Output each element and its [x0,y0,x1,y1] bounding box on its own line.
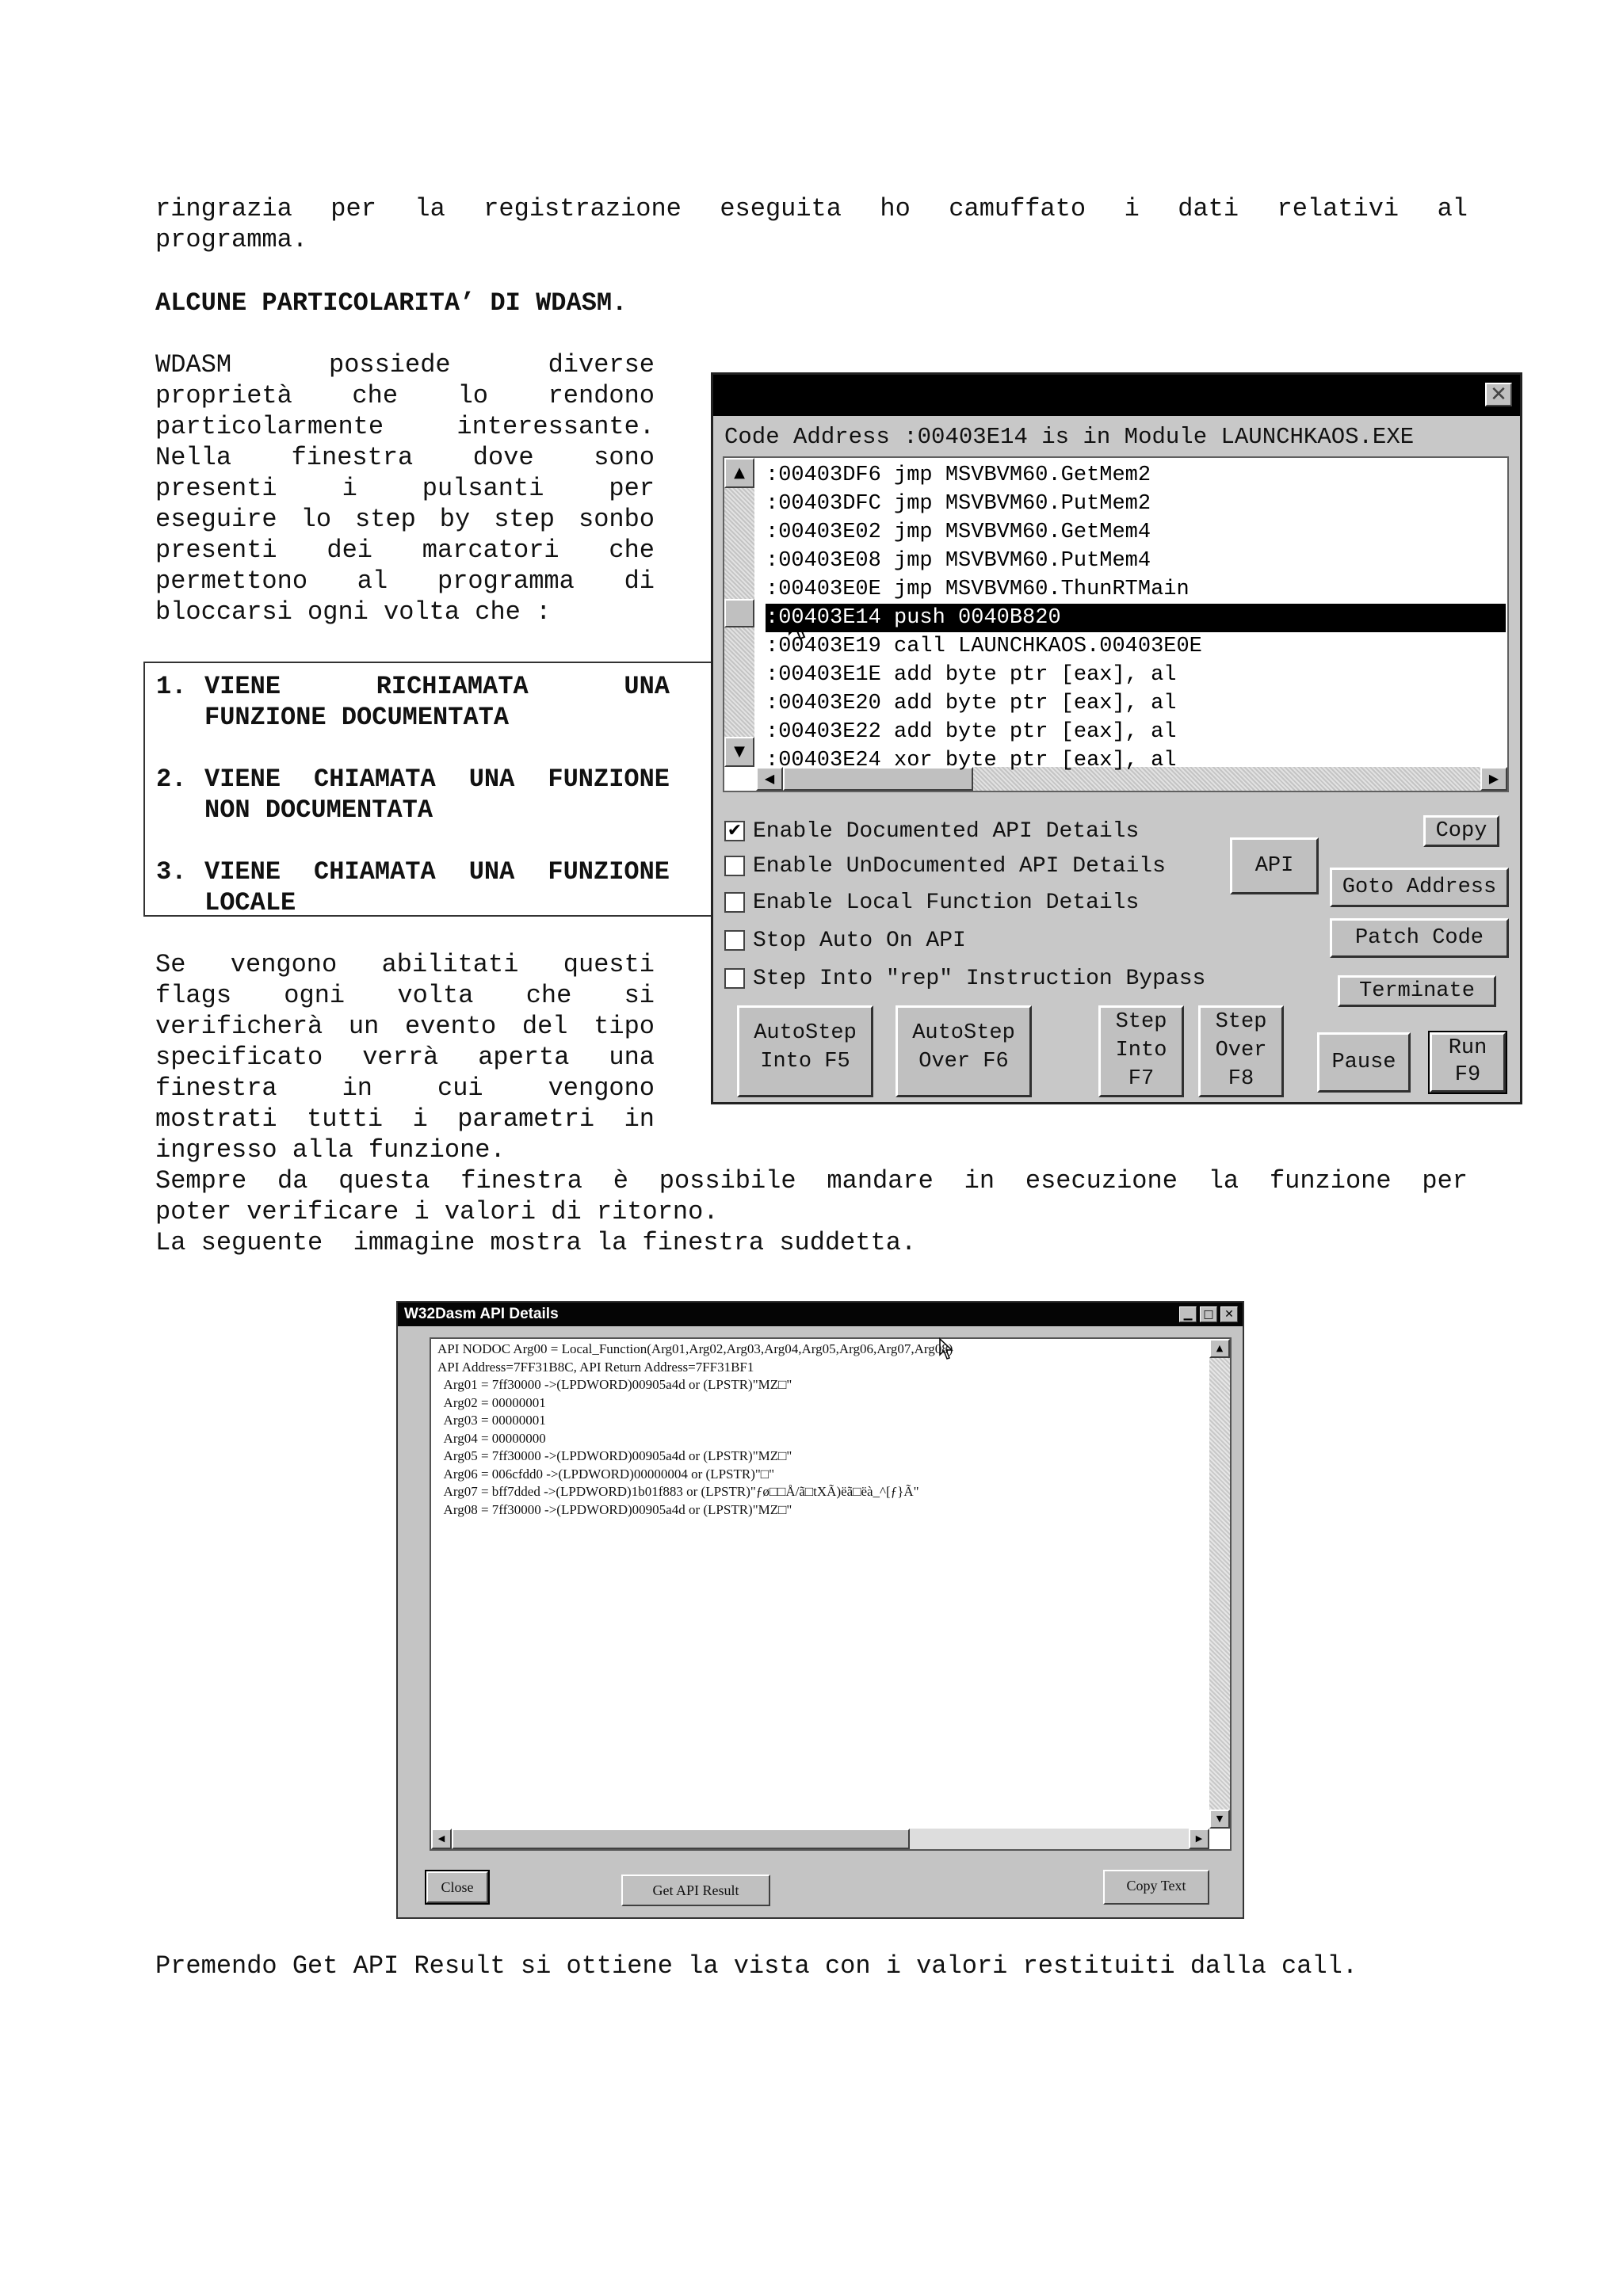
disassembly-line[interactable]: :00403E19 call LAUNCHKAOS.00403E0E [766,635,1202,658]
api-horizontal-scrollbar[interactable] [431,1829,1209,1849]
para1-line: bloccarsi ogni volta che : [155,597,552,627]
close-icon[interactable]: ✕ [1220,1306,1238,1322]
list-item-line: LOCALE [204,888,296,917]
para2-line: Se vengono abilitati questi [155,950,655,979]
list-item-line: VIENE RICHIAMATA UNA [204,672,670,701]
terminate-button[interactable]: Terminate [1338,975,1496,1007]
disassembly-line[interactable]: :00403E14 push 0040B820 [766,604,1506,632]
disassembly-listbox[interactable] [723,456,1509,792]
debugger-titlebar [713,375,1520,416]
get-api-result-button[interactable]: Get API Result [621,1875,770,1906]
maximize-icon[interactable]: □ [1200,1306,1217,1322]
scroll-down-icon[interactable]: ▼ [724,737,754,767]
api-detail-line: API Address=7FF31B8C, API Return Address=7FF31BF1 [437,1359,754,1375]
para1-line: WDASM possiede diverse [155,350,655,379]
code-address-label: Code Address :00403E14 is in Module LAUNCHKAOS.EXE [724,424,1415,450]
disassembly-line[interactable]: :00403DF6 jmp MSVBVM60.GetMem2 [766,463,1151,487]
intro-line-2: programma. [155,225,308,254]
option-checkbox[interactable] [724,928,966,955]
option-checkbox[interactable] [724,818,1139,845]
scroll-left-icon[interactable]: ◀ [431,1829,452,1849]
close-icon[interactable]: ✕ [1485,383,1512,406]
autostep-over-button[interactable]: AutoStep Over F6 [896,1005,1032,1097]
disassembly-line[interactable]: :00403E24 xor byte ptr [eax], al [766,749,1177,772]
api-detail-line: API NODOC Arg00 = Local_Function(Arg01,Arg02,Arg03,Arg04,Arg05,Arg06,Arg07,Arg08) [437,1341,953,1356]
checkbox-icon[interactable] [724,930,745,951]
para1-line: permettono al programma di [155,566,655,596]
scroll-down-icon[interactable]: ▼ [1209,1810,1230,1829]
checkbox-label: Enable Documented API Details [753,819,1140,844]
autostep-into-button[interactable]: AutoStep Into F5 [737,1005,873,1097]
scroll-up-icon[interactable]: ▲ [1209,1339,1230,1358]
list-item-line: NON DOCUMENTATA [204,795,433,825]
vertical-scrollbar[interactable] [724,458,754,767]
api-detail-line: Arg06 = 006cfdd0 ->(LPDWORD)00000004 or (LPSTR)"□" [437,1466,775,1482]
para2-line: specificato verrà aperta una [155,1043,655,1072]
paragraph-return-values [155,1165,1468,1258]
scroll-thumb[interactable] [724,599,754,627]
checkbox-icon[interactable] [724,856,745,876]
disassembly-line[interactable]: :00403E20 add byte ptr [eax], al [766,692,1177,715]
list-item-text [204,764,670,826]
list-item-number: 3. [156,857,187,887]
api-vertical-scrollbar[interactable] [1209,1339,1230,1829]
hscroll-thumb[interactable] [452,1829,910,1849]
para1-line: proprietà che lo rendono [155,381,655,410]
disassembly-line[interactable]: :00403E08 jmp MSVBVM60.PutMem4 [766,549,1151,573]
list-item-number: 2. [156,765,187,794]
checkbox-icon[interactable] [724,968,745,989]
goto-address-button[interactable]: Goto Address [1330,868,1509,907]
option-checkbox[interactable] [724,890,1139,917]
disassembly-line[interactable]: :00403DFC jmp MSVBVM60.PutMem2 [766,492,1151,516]
minimize-icon[interactable]: ▁ [1179,1306,1197,1322]
list-item-text [204,671,670,733]
para1-line: Nella finestra dove sono [155,443,655,472]
api-detail-line: Arg07 = bff7dded ->(LPDWORD)1b01f883 or (LPSTR)"ƒø□□Å/ã□tXÃ)ëã□ëà_^[ƒ}Ã" [437,1484,919,1499]
api-detail-line: Arg01 = 7ff30000 ->(LPDWORD)00905a4d or (LPSTR)"MZ□" [437,1377,792,1392]
para2-line: mostrati tutti i parametri in [155,1104,655,1134]
para3-line-1: Sempre da questa finestra è possibile mandare in esecuzione la funzione per [155,1166,1468,1196]
para2-line: finestra in cui vengono [155,1074,655,1103]
step-into-button[interactable]: Step Into F7 [1098,1005,1184,1097]
para3-line-3: La seguente immagine mostra la finestra suddetta. [155,1228,917,1257]
paragraph-flags [155,949,655,1165]
scroll-left-icon[interactable]: ◀ [756,767,783,791]
disassembly-line[interactable]: :00403E02 jmp MSVBVM60.GetMem4 [766,521,1151,544]
list-item-line: VIENE CHIAMATA UNA FUNZIONE [204,765,670,794]
checkbox-icon[interactable] [724,892,745,913]
intro-line-1: ringrazia per la registrazione eseguita ho camuffato i dati relativi al [155,194,1468,223]
copy-text-button[interactable]: Copy Text [1103,1870,1209,1905]
api-details-text[interactable] [430,1337,1232,1851]
pause-button[interactable]: Pause [1317,1032,1411,1093]
debugger-window [711,372,1522,1104]
close-button[interactable]: Close [426,1871,488,1903]
api-details-window [396,1301,1244,1919]
list-item-line: FUNZIONE DOCUMENTATA [204,703,510,732]
section-title: ALCUNE PARTICOLARITA’ DI WDASM. [155,288,628,318]
list-item-line: VIENE CHIAMATA UNA FUNZIONE [204,857,670,887]
step-over-button[interactable]: Step Over F8 [1198,1005,1284,1097]
para3-line-2: poter verificare i valori di ritorno. [155,1197,719,1226]
checkbox-label: Enable UnDocumented API Details [753,854,1166,879]
checkbox-label: Stop Auto On API [753,929,966,953]
disassembly-line[interactable]: :00403E0E jmp MSVBVM60.ThunRTMain [766,578,1190,601]
checkbox-checked-icon[interactable]: ✔ [724,821,745,841]
disassembly-line[interactable]: :00403E1E add byte ptr [eax], al [766,663,1177,687]
option-checkbox[interactable] [724,966,1205,993]
option-checkbox[interactable] [724,853,1166,880]
closing-sentence: Premendo Get API Result si ottiene la vista con i valori restituiti dalla call. [155,1951,1358,1981]
para1-line: presenti i pulsanti per [155,474,655,503]
checkbox-label: Step Into "rep" Instruction Bypass [753,967,1206,991]
checkbox-label: Enable Local Function Details [753,891,1140,915]
para1-line: eseguire lo step by step sonbo [155,505,655,534]
api-titlebar [398,1302,1243,1326]
run-button[interactable]: Run F9 [1430,1032,1506,1093]
para2-line: flags ogni volta che si [155,981,655,1010]
api-detail-line: Arg03 = 00000001 [437,1413,546,1428]
intro-paragraph [155,193,1468,255]
api-window-title: W32Dasm API Details [404,1306,559,1322]
flag-list-box [143,662,712,917]
disassembly-line[interactable]: :00403E22 add byte ptr [eax], al [766,720,1177,744]
api-detail-line: Arg04 = 00000000 [437,1430,546,1446]
api-detail-line: Arg08 = 7ff30000 ->(LPDWORD)00905a4d or (LPSTR)"MZ□" [437,1501,792,1517]
scroll-right-icon[interactable]: ▶ [1189,1829,1209,1849]
api-detail-line: Arg05 = 7ff30000 ->(LPDWORD)00905a4d or (LPSTR)"MZ□" [437,1448,792,1463]
paragraph-wdasm-properties [155,349,655,627]
list-item-number: 1. [156,672,187,701]
patch-code-button[interactable]: Patch Code [1330,918,1509,958]
copy-button[interactable]: Copy [1423,815,1499,847]
scroll-up-icon[interactable]: ▲ [724,458,754,488]
api-detail-line: Arg02 = 00000001 [437,1394,546,1410]
list-item-text [204,856,670,918]
scroll-right-icon[interactable]: ▶ [1480,767,1507,791]
para2-line: verificherà un evento del tipo [155,1012,655,1041]
para1-line: presenti dei marcatori che [155,536,655,565]
para1-line: particolarmente interessante. [155,412,655,441]
para2-line: ingresso alla funzione. [155,1135,506,1165]
api-button[interactable]: API [1230,837,1319,894]
